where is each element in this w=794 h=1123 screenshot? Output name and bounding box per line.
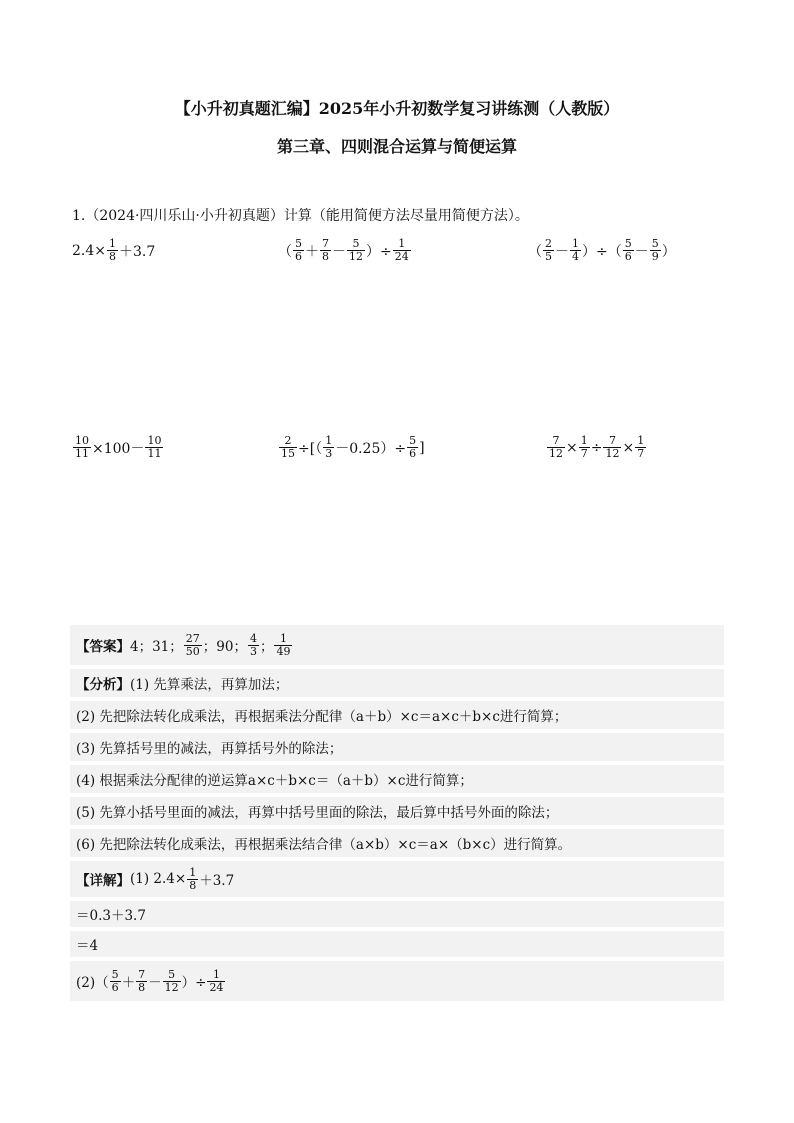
fraction: $\frac{7}{8}$ <box>322 237 329 263</box>
fraction: $\frac{5}{9}$ <box>651 237 659 263</box>
analysis-row-4: (4) 根据乘法分配律的逆运算a×c＋b×c＝（a＋b）×c进行简算； <box>70 765 724 793</box>
detail-row-4: (2)（ $\frac{5}{6}$ ＋ $\frac{7}{8}$ － $\frac{5}{12}$ ）÷ $\frac{1}{24}$ <box>70 961 724 1001</box>
expression-4: $\frac{10}{11}$ ×100－ $\frac{10}{11}$ <box>75 434 162 460</box>
expression-6: $\frac{7}{12}$ × $\frac{1}{7}$ ÷ $\frac{7}{12}$ × $\frac{1}{7}$ <box>549 434 645 460</box>
fraction: $\frac{10}{11}$ <box>147 434 162 460</box>
fraction: $\frac{27}{50}$ <box>185 631 200 658</box>
fraction: $\frac{10}{11}$ <box>75 434 89 460</box>
fraction: $\frac{1}{8}$ <box>109 237 116 263</box>
analysis-row-3: (3) 先算括号里的减法，再算括号外的除法； <box>70 733 724 761</box>
page-title: 【小升初真题汇编】2025年小升初数学复习讲练测（人教版） <box>174 99 620 118</box>
fraction: $\frac{5}{12}$ <box>349 237 363 263</box>
fraction: $\frac{1}{24}$ <box>209 967 224 994</box>
expression-2: （ $\frac{5}{6}$ ＋ $\frac{7}{8}$ － $\frac{5}{12}$ ）÷ $\frac{1}{24}$ <box>278 237 409 263</box>
fraction: $\frac{1}{7}$ <box>637 434 645 460</box>
fraction: $\frac{1}{24}$ <box>394 237 409 263</box>
fraction: $\frac{1}{49}$ <box>276 631 291 658</box>
fraction: $\frac{5}{12}$ <box>164 967 179 994</box>
fraction: $\frac{5}{6}$ <box>295 237 302 263</box>
detail-row-2: ＝0.3＋3.7 <box>70 901 724 927</box>
expression-1: 2.4× $\frac{1}{8}$ ＋3.7 <box>72 237 156 263</box>
expression-5: $\frac{2}{15}$ ÷[（ $\frac{1}{3}$ －0.25）÷ $\frac{5}{6}$ ] <box>281 434 425 460</box>
fraction: $\frac{1}{4}$ <box>572 237 579 263</box>
fraction: $\frac{5}{6}$ <box>111 967 119 994</box>
fraction: $\frac{7}{12}$ <box>605 434 620 460</box>
question-text: 1.（2024·四川乐山·小升初真题）计算（能用简便方法尽量用简便方法）。 <box>72 208 529 224</box>
fraction: $\frac{1}{3}$ <box>325 434 333 460</box>
analysis-row-5: (5) 先算小括号里面的减法，再算中括号里面的除法，最后算中括号外面的除法； <box>70 797 724 825</box>
fraction: $\frac{4}{3}$ <box>249 631 257 658</box>
fraction: $\frac{7}{12}$ <box>549 434 563 460</box>
analysis-row-6: (6) 先把除法转化成乘法，再根据乘法结合律（a×b）×c＝a×（b×c）进行简算。 <box>70 829 724 857</box>
detail-row-3: ＝4 <box>70 931 724 957</box>
answer-row: 【答案】 4；31； $\frac{27}{50}$ ；90； $\frac{4}{3}$ ； $\frac{1}{49}$ <box>70 625 724 665</box>
fraction: $\frac{5}{6}$ <box>409 434 417 460</box>
detail-row-1: 【详解】 (1) 2.4× $\frac{1}{8}$ ＋3.7 <box>70 861 724 897</box>
fraction: $\frac{7}{8}$ <box>138 967 146 994</box>
fraction: $\frac{1}{7}$ <box>580 434 588 460</box>
fraction: $\frac{1}{8}$ <box>189 865 197 892</box>
analysis-row-2: (2) 先把除法转化成乘法，再根据乘法分配律（a＋b）×c＝a×c＋b×c进行简算； <box>70 701 724 729</box>
fraction: $\frac{2}{5}$ <box>545 237 552 263</box>
page-subtitle: 第三章、四则混合运算与简便运算 <box>276 137 517 156</box>
fraction: $\frac{2}{15}$ <box>281 434 295 460</box>
analysis-row-1: 【分析】 (1) 先算乘法，再算加法； <box>70 669 724 697</box>
expression-3: （ $\frac{2}{5}$ － $\frac{1}{4}$ ）÷（ $\frac{5}{6}$ － $\frac{5}{9}$ ） <box>528 237 676 263</box>
fraction: $\frac{5}{6}$ <box>624 237 632 263</box>
answer-section <box>70 625 724 1001</box>
